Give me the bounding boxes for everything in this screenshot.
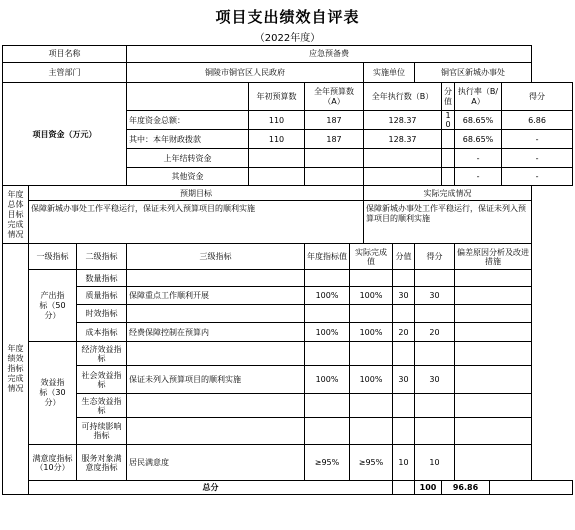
indicator-l2: 服务对象满意度指标 [77,445,127,481]
indicator-note [455,366,532,394]
dept-row [3,63,573,83]
indicators-header-l3: 三级指标 [127,244,305,270]
indicator-target [305,342,350,366]
funds-row-exec: 128.37 [364,130,442,149]
indicator-weight: 30 [393,366,415,394]
indicator-l2: 质量指标 [77,287,127,305]
goals-content-row [3,201,573,244]
indicator-target: 100% [305,287,350,305]
funds-row-weight [442,130,455,149]
project-name-row [3,46,573,63]
indicators-header-note: 偏差原因分析及改进措施 [455,244,532,270]
indicator-target [305,270,350,287]
indicator-l3 [127,394,305,418]
indicators-header-score: 得分 [415,244,455,270]
indicator-l3 [127,342,305,366]
indicator-l2: 经济效益指标 [77,342,127,366]
indicator-target [305,418,350,445]
indicator-actual [350,270,393,287]
funds-header-blank [127,83,249,111]
indicator-weight [393,394,415,418]
indicator-actual [350,418,393,445]
indicator-note [455,445,532,481]
indicator-l2: 成本指标 [77,323,127,342]
indicator-row [3,287,573,305]
funds-row-label: 上年结转资金 [127,149,249,168]
total-score: 96.86 [442,481,490,495]
indicator-l1-benefit: 效益指标（30分） [29,342,77,445]
funds-row-exec [364,168,442,186]
indicator-row [3,394,573,418]
indicator-score [415,394,455,418]
total-note [490,481,573,495]
indicator-note [455,342,532,366]
funds-row-weight [442,149,455,168]
funds-header-exec: 全年执行数（B） [364,83,442,111]
funds-header-initial: 年初预算数 [249,83,305,111]
indicator-l3: 居民满意度 [127,445,305,481]
funds-row-label: 其中：本年财政拨款 [127,130,249,149]
evaluation-table [2,45,573,495]
indicator-actual: 100% [350,287,393,305]
indicators-header-row [3,244,573,270]
funds-row-annual [305,149,364,168]
funds-row-annual: 187 [305,130,364,149]
indicator-l2: 时效指标 [77,305,127,323]
funds-row-rate: - [455,149,502,168]
funds-header-score: 得分 [502,83,573,111]
indicator-score: 10 [415,445,455,481]
funds-header-weight: 分值 [442,83,455,111]
indicator-weight [393,270,415,287]
goals-expected-header: 预期目标 [29,186,364,201]
indicator-weight [393,305,415,323]
funds-row-initial: 110 [249,111,305,130]
goals-header-row [3,186,573,201]
goals-expected-text: 保障新城办事处工作平稳运行，保证未列入预算项目的顺利实施 [29,201,364,244]
indicator-note [455,287,532,305]
funds-header-rate: 执行率（B/A） [455,83,502,111]
funds-row-initial [249,168,305,186]
indicator-l3 [127,305,305,323]
indicator-score: 20 [415,323,455,342]
funds-section-label: 项目资金（万元） [3,83,127,186]
impl-label: 实施单位 [364,63,415,83]
funds-row-score: - [502,168,573,186]
funds-row-rate: - [455,168,502,186]
total-blank [393,481,415,495]
indicator-row [3,342,573,366]
funds-row-annual: 187 [305,111,364,130]
impl-value: 铜官区新城办事处 [415,63,532,83]
funds-row-initial [249,149,305,168]
indicators-section-label: 年度绩效指标完成情况 [3,244,29,495]
indicator-l2: 社会效益指标 [77,366,127,394]
indicator-row [3,366,573,394]
indicator-row [3,270,573,287]
indicator-l1-satisfaction: 满意度指标（10分） [29,445,77,481]
indicator-note [455,305,532,323]
indicator-note [455,323,532,342]
indicator-target: 100% [305,366,350,394]
indicators-header-actual: 实际完成值 [350,244,393,270]
indicators-header-target: 年度指标值 [305,244,350,270]
funds-row-annual [305,168,364,186]
funds-row-rate: 68.65% [455,130,502,149]
indicator-actual: 100% [350,323,393,342]
indicator-l3: 保障重点工作顺利开展 [127,287,305,305]
dept-value: 铜陵市铜官区人民政府 [127,63,364,83]
indicator-weight: 10 [393,445,415,481]
indicator-score [415,418,455,445]
goals-section-label: 年度总体目标完成情况 [3,186,29,244]
indicator-actual [350,394,393,418]
funds-row-exec: 128.37 [364,111,442,130]
funds-row-weight: 10 [442,111,455,130]
indicator-note [455,418,532,445]
indicator-l3: 经费保障控制在预算内 [127,323,305,342]
indicator-row [3,445,573,481]
total-row [3,481,573,495]
funds-row-score: - [502,130,573,149]
indicator-score [415,305,455,323]
indicator-weight: 30 [393,287,415,305]
funds-header-row [3,83,573,111]
funds-row-rate: 68.65% [455,111,502,130]
goals-actual-text: 保障新城办事处工作平稳运行，保证未列入预算项目的顺利实施 [364,201,532,244]
indicator-row [3,323,573,342]
indicator-actual [350,342,393,366]
indicators-header-weight: 分值 [393,244,415,270]
project-name-value: 应急预备费 [127,46,532,63]
page-title: 项目支出绩效自评表 [215,8,360,26]
indicator-l3 [127,270,305,287]
indicator-note [455,270,532,287]
indicator-weight: 20 [393,323,415,342]
indicator-l2: 可持续影响指标 [77,418,127,445]
indicator-actual: 100% [350,366,393,394]
funds-row-label: 年度资金总额： [127,111,249,130]
dept-label: 主管部门 [3,63,127,83]
indicator-actual: ≥95% [350,445,393,481]
funds-row-score: - [502,149,573,168]
indicator-l3 [127,418,305,445]
funds-row-label: 其他资金 [127,168,249,186]
indicator-target: ≥95% [305,445,350,481]
funds-row-initial: 110 [249,130,305,149]
indicator-row [3,305,573,323]
indicator-l2: 生态效益指标 [77,394,127,418]
project-name-label: 项目名称 [3,46,127,63]
indicator-score: 30 [415,366,455,394]
indicator-score [415,270,455,287]
indicator-l1-output: 产出指标（50分） [29,270,77,342]
goals-actual-header: 实际完成情况 [364,186,532,201]
indicators-header-l2: 二级指标 [77,244,127,270]
indicator-target: 100% [305,323,350,342]
indicator-target [305,394,350,418]
indicator-score [415,342,455,366]
indicator-l2: 数量指标 [77,270,127,287]
indicator-weight [393,418,415,445]
indicator-note [455,394,532,418]
funds-row-weight [442,168,455,186]
indicator-target [305,305,350,323]
indicator-actual [350,305,393,323]
page-subtitle: （2022年度） [254,33,321,44]
indicator-row [3,418,573,445]
funds-row-score: 6.86 [502,111,573,130]
indicator-weight [393,342,415,366]
total-weight: 100 [415,481,442,495]
total-label: 总分 [29,481,393,495]
indicator-score: 30 [415,287,455,305]
funds-row-exec [364,149,442,168]
funds-header-annual: 全年预算数（A） [305,83,364,111]
indicator-l3: 保证未列入预算项目的顺利实施 [127,366,305,394]
indicators-header-l1: 一级指标 [29,244,77,270]
